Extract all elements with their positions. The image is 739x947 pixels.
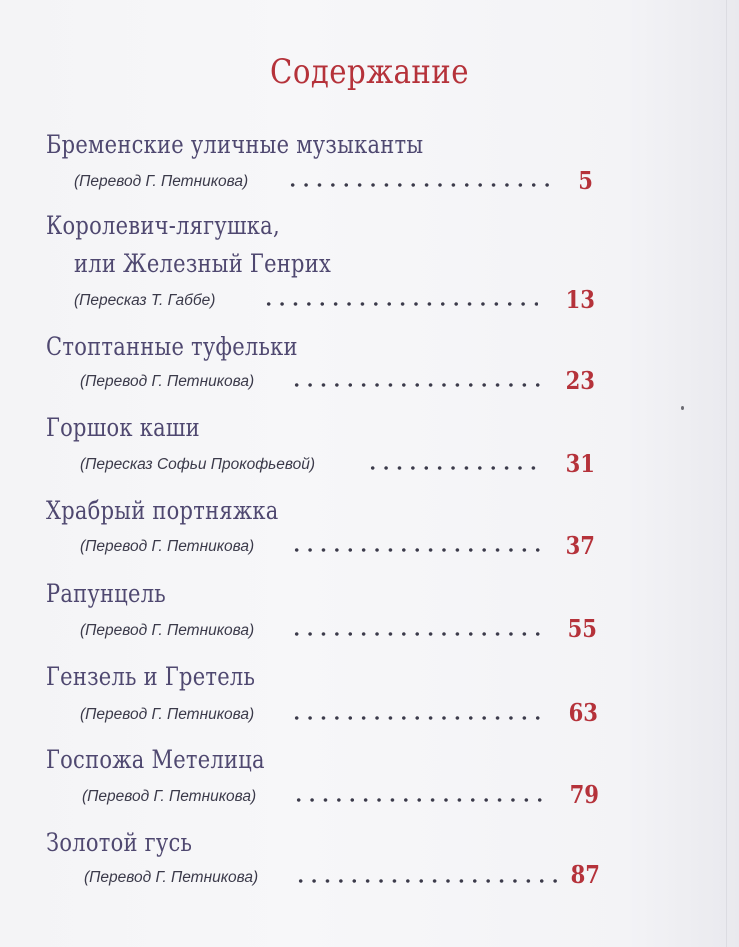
entry-title: Горшок каши bbox=[46, 413, 200, 442]
entry-title-line2: или Железный Генрих bbox=[74, 249, 332, 278]
dot-leader bbox=[366, 465, 540, 471]
paper-speck bbox=[681, 406, 684, 410]
entry-credit: (Пересказ Софьи Прокофьевой) bbox=[80, 456, 316, 473]
page-number: 63 bbox=[568, 698, 598, 727]
entry-title: Золотой гусь bbox=[46, 828, 193, 857]
entry-credit: (Перевод Г. Петникова) bbox=[80, 622, 255, 639]
dot-leader bbox=[290, 382, 540, 388]
entry-credit: (Перевод Г. Петникова) bbox=[80, 538, 255, 555]
entry-title: Бременские уличные музыканты bbox=[46, 130, 424, 159]
page-number: 55 bbox=[567, 614, 597, 643]
dot-leader bbox=[290, 547, 540, 553]
entry-title: Храбрый портняжка bbox=[46, 496, 279, 525]
page-number: 13 bbox=[565, 285, 595, 314]
page-number: 87 bbox=[570, 860, 600, 889]
page-number: 23 bbox=[565, 366, 595, 395]
dot-leader bbox=[294, 878, 560, 884]
page-number: 79 bbox=[569, 780, 599, 809]
entry-credit: (Перевод Г. Петникова) bbox=[74, 173, 249, 190]
dot-leader bbox=[290, 631, 540, 637]
entry-title: Королевич-лягушка, bbox=[46, 211, 280, 240]
dot-leader bbox=[290, 715, 542, 721]
entry-credit: (Перевод Г. Петникова) bbox=[84, 869, 259, 886]
page-number: 31 bbox=[565, 449, 595, 478]
entry-credit: (Перевод Г. Петникова) bbox=[80, 706, 255, 723]
dot-leader bbox=[292, 797, 544, 803]
page-title: Содержание bbox=[270, 52, 469, 92]
page-number: 37 bbox=[565, 531, 595, 560]
entry-credit: (Перевод Г. Петникова) bbox=[80, 373, 255, 390]
entry-title: Госпожа Метелица bbox=[46, 745, 265, 774]
entry-title: Стоптанные туфельки bbox=[46, 332, 298, 361]
page-number: 5 bbox=[578, 166, 593, 195]
entry-credit: (Пересказ Т. Габбе) bbox=[74, 292, 216, 309]
dot-leader bbox=[286, 182, 556, 188]
dot-leader bbox=[262, 301, 538, 307]
entry-title: Гензель и Гретель bbox=[46, 662, 256, 691]
entry-title: Рапунцель bbox=[46, 579, 166, 608]
entry-credit: (Перевод Г. Петникова) bbox=[82, 788, 257, 805]
page-edge bbox=[726, 0, 727, 947]
